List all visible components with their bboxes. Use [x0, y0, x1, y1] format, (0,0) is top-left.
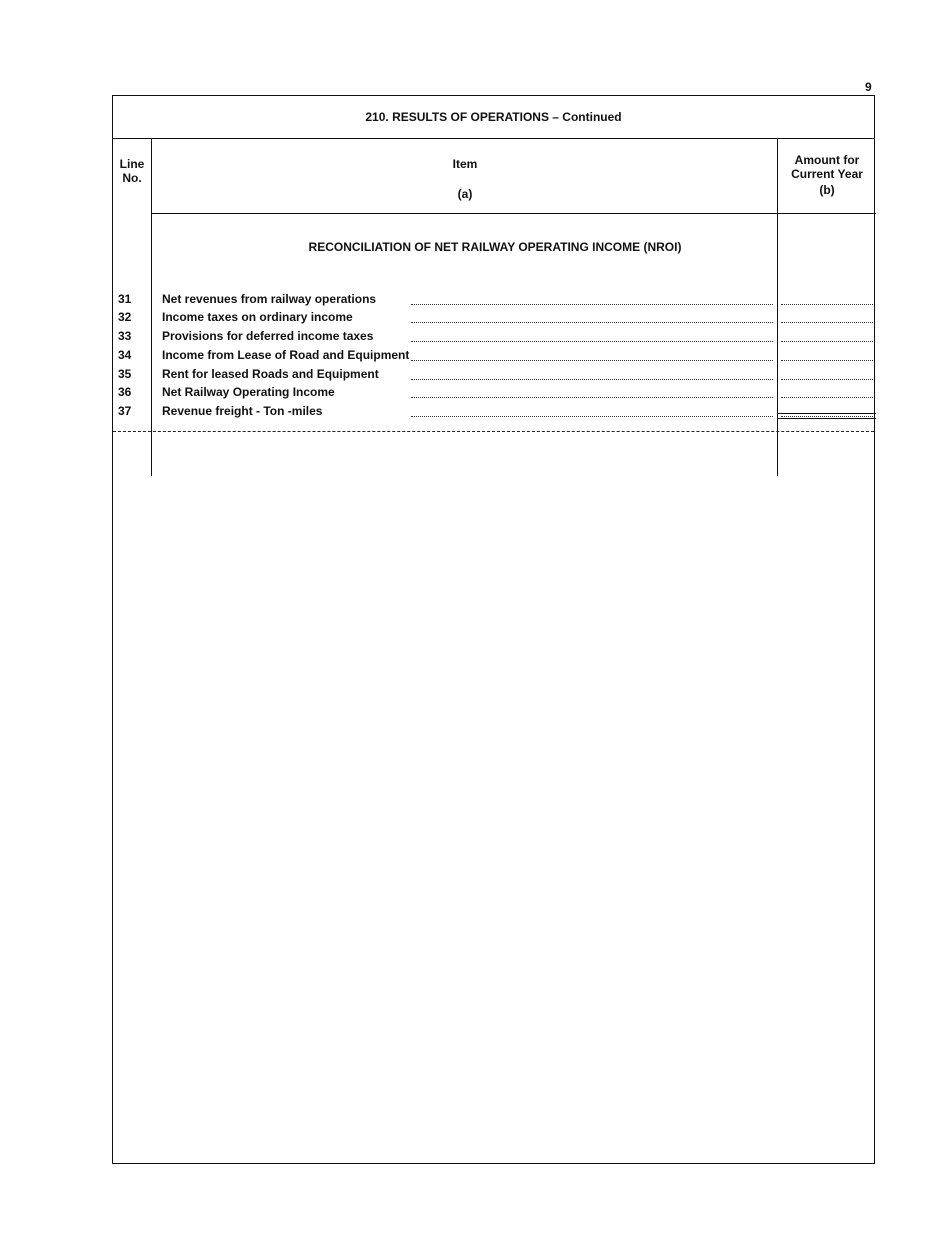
- amount-header: Amount for Current Year: [791, 153, 863, 181]
- page-number: 9: [865, 80, 872, 94]
- dotted-leader: [411, 416, 773, 417]
- table-row: [113, 292, 874, 311]
- dotted-leader: [411, 397, 773, 398]
- amount-field[interactable]: [781, 322, 873, 323]
- item-header: Item: [452, 157, 478, 171]
- item-header-sub: (a): [457, 187, 473, 201]
- line-number: 31: [118, 292, 132, 306]
- line-item-label: Net revenues from railway operations: [162, 292, 377, 306]
- line-item-label: Income from Lease of Road and Equipment: [162, 348, 410, 362]
- line-number: 32: [118, 310, 132, 324]
- table-row: [113, 404, 874, 423]
- results-of-operations-form: [112, 95, 875, 1164]
- table-row: [113, 329, 874, 348]
- header-rule: [151, 213, 876, 214]
- amount-field[interactable]: [781, 360, 873, 361]
- table-row: [113, 348, 874, 367]
- table-row: [113, 367, 874, 386]
- line-number: 33: [118, 329, 132, 343]
- table-row: [113, 310, 874, 329]
- dotted-leader: [411, 341, 773, 342]
- section-title: 210. RESULTS OF OPERATIONS – Continued: [113, 96, 874, 139]
- line-item-label: Net Railway Operating Income: [162, 385, 335, 399]
- line-item-label: Rent for leased Roads and Equipment: [162, 367, 379, 381]
- reconciliation-title: RECONCILIATION OF NET RAILWAY OPERATING INCOME (NROI): [308, 240, 682, 254]
- dotted-leader: [411, 360, 773, 361]
- dotted-leader: [411, 322, 773, 323]
- dotted-leader: [411, 379, 773, 380]
- line-item-label: Provisions for deferred income taxes: [162, 329, 374, 343]
- amount-header-sub: (b): [819, 183, 835, 197]
- table-row: [113, 385, 874, 404]
- amount-field[interactable]: [781, 304, 873, 305]
- amount-field[interactable]: [781, 341, 873, 342]
- amount-field[interactable]: [781, 379, 873, 380]
- line-no-header: Line No.: [119, 157, 145, 185]
- line-item-label: Revenue freight - Ton -miles: [162, 404, 323, 418]
- line-number: 35: [118, 367, 132, 381]
- line-number: 37: [118, 404, 132, 418]
- line-item-label: Income taxes on ordinary income: [162, 310, 353, 324]
- line-number: 36: [118, 385, 132, 399]
- table-bottom-rule: [113, 431, 874, 432]
- dotted-leader: [411, 304, 773, 305]
- amount-field[interactable]: [781, 397, 873, 398]
- line-number: 34: [118, 348, 132, 362]
- total-double-rule: [777, 413, 876, 419]
